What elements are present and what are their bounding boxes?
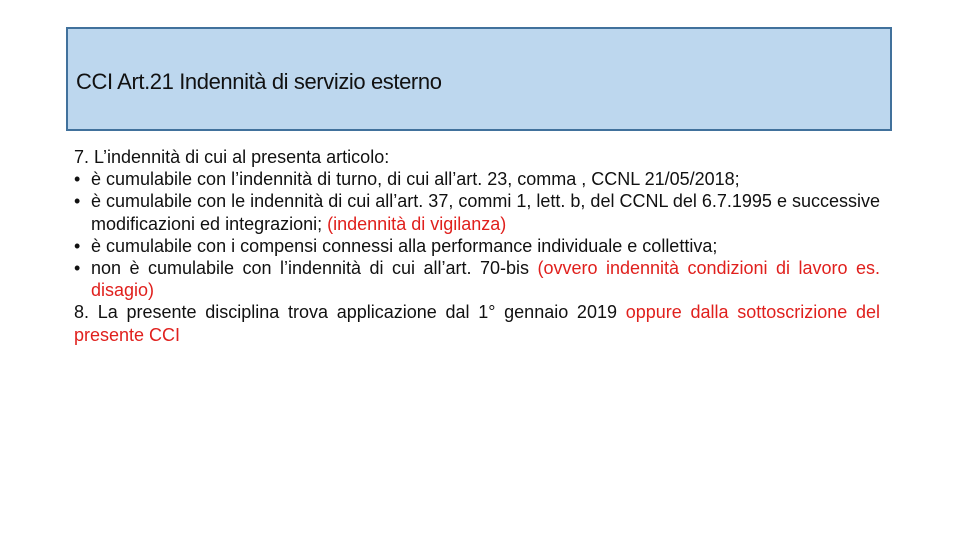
bullet-item-1	[74, 168, 880, 190]
closing-text: 8. La presente disciplina trova applicazione dal 1° gennaio 2019	[74, 302, 626, 323]
bullet-item-4	[74, 257, 880, 301]
bullet-icon: •	[74, 191, 81, 212]
closing-highlight: oppure dalla sottoscrizione del presente CCI	[74, 302, 880, 345]
bullet-icon: •	[74, 235, 81, 256]
slide-body	[74, 146, 880, 346]
bullet-highlight: (ovvero indennità condizioni di lavoro es. disagio)	[91, 258, 880, 301]
intro-paragraph: 7. L’indennità di cui al presenta articolo:	[74, 147, 390, 167]
bullet-text: è cumulabile con le indennità di cui all’art. 37, commi 1, lett. b, del CCNL del 6.7.1995 e successive modificazioni ed integrazioni;	[91, 191, 880, 234]
bullet-highlight: (indennità di vigilanza)	[327, 213, 507, 234]
closing-paragraph	[74, 301, 880, 345]
slide-title: CCI Art.21 Indennità di servizio esterno	[76, 69, 442, 94]
bullet-text: non è cumulabile con l’indennità di cui all’art. 70-bis	[91, 258, 538, 279]
title-box	[66, 27, 892, 131]
bullet-item-3	[74, 235, 880, 257]
bullet-text: è cumulabile con i compensi connessi alla performance individuale e collettiva;	[91, 235, 718, 256]
bullet-text: è cumulabile con l’indennità di turno, di cui all’art. 23, comma , CCNL 21/05/2018;	[91, 169, 740, 190]
bullet-item-2	[74, 190, 880, 234]
bullet-icon: •	[74, 169, 81, 190]
bullet-icon: •	[74, 258, 81, 279]
